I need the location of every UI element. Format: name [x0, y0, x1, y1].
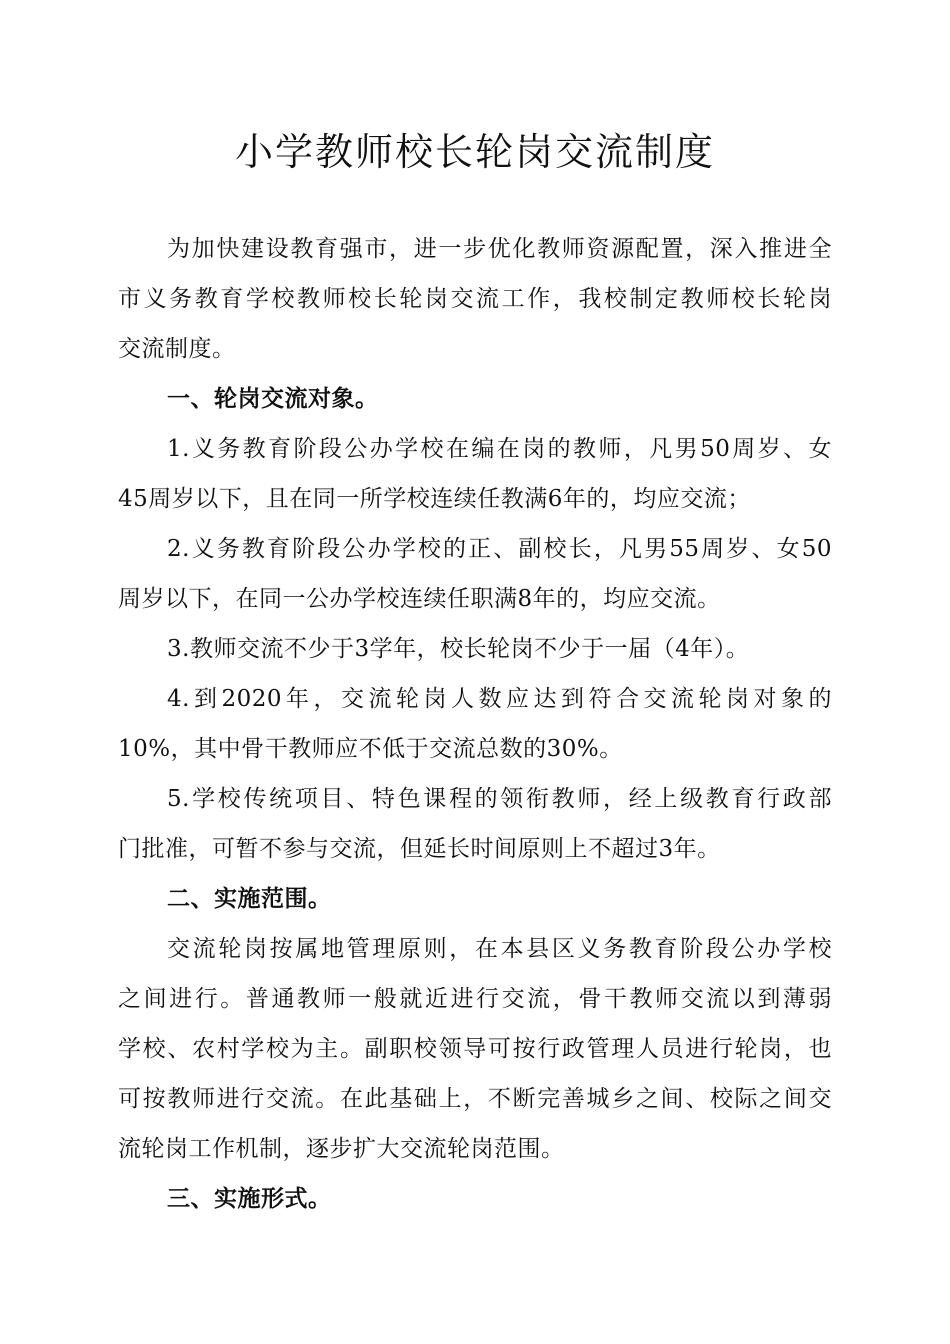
paragraph-line: 可按教师进行交流。在此基础上，不断完善城乡之间、校际之间交: [118, 1086, 832, 1112]
paragraph-line: 交流制度。: [118, 336, 236, 362]
paragraph-line: 2.义务教育阶段公办学校的正、副校长，凡男55周岁、女50: [167, 536, 832, 562]
paragraph-line: 周岁以下，在同一公办学校连续任职满8年的，均应交流。: [118, 586, 721, 612]
paragraph-line: 流轮岗工作机制，逐步扩大交流轮岗范围。: [118, 1136, 565, 1162]
paragraph-line: 为加快建设教育强市，进一步优化教师资源配置，深入推进全: [167, 236, 832, 262]
section-heading: 一、轮岗交流对象。: [167, 386, 379, 412]
section-heading: 三、实施形式。: [167, 1186, 332, 1212]
paragraph-line: 交流轮岗按属地管理原则，在本县区义务教育阶段公办学校: [167, 936, 832, 962]
paragraph-line: 1.义务教育阶段公办学校在编在岗的教师，凡男50周岁、女: [167, 436, 832, 462]
paragraph-line: 学校、农村学校为主。副职校领导可按行政管理人员进行轮岗，也: [118, 1036, 832, 1062]
paragraph-line: 45周岁以下，且在同一所学校连续任教满6年的，均应交流；: [118, 486, 751, 512]
paragraph-line: 门批准，可暂不参与交流，但延长时间原则上不超过3年。: [118, 836, 721, 862]
paragraph-line: 10%，其中骨干教师应不低于交流总数的30%。: [118, 736, 623, 762]
document-title: 小学教师校长轮岗交流制度: [234, 130, 715, 174]
paragraph-line: 市义务教育学校教师校长轮岗交流工作，我校制定教师校长轮岗: [118, 286, 832, 312]
paragraph-line: 5.学校传统项目、特色课程的领衔教师，经上级教育行政部: [167, 786, 832, 812]
paragraph-line: 之间进行。普通教师一般就近进行交流，骨干教师交流以到薄弱: [118, 986, 832, 1012]
paragraph-line: 3.教师交流不少于3学年，校长轮岗不少于一届（4年）。: [167, 636, 750, 662]
paragraph-line: 4.到2020年，交流轮岗人数应达到符合交流轮岗对象的: [167, 686, 832, 712]
section-heading: 二、实施范围。: [167, 886, 332, 912]
